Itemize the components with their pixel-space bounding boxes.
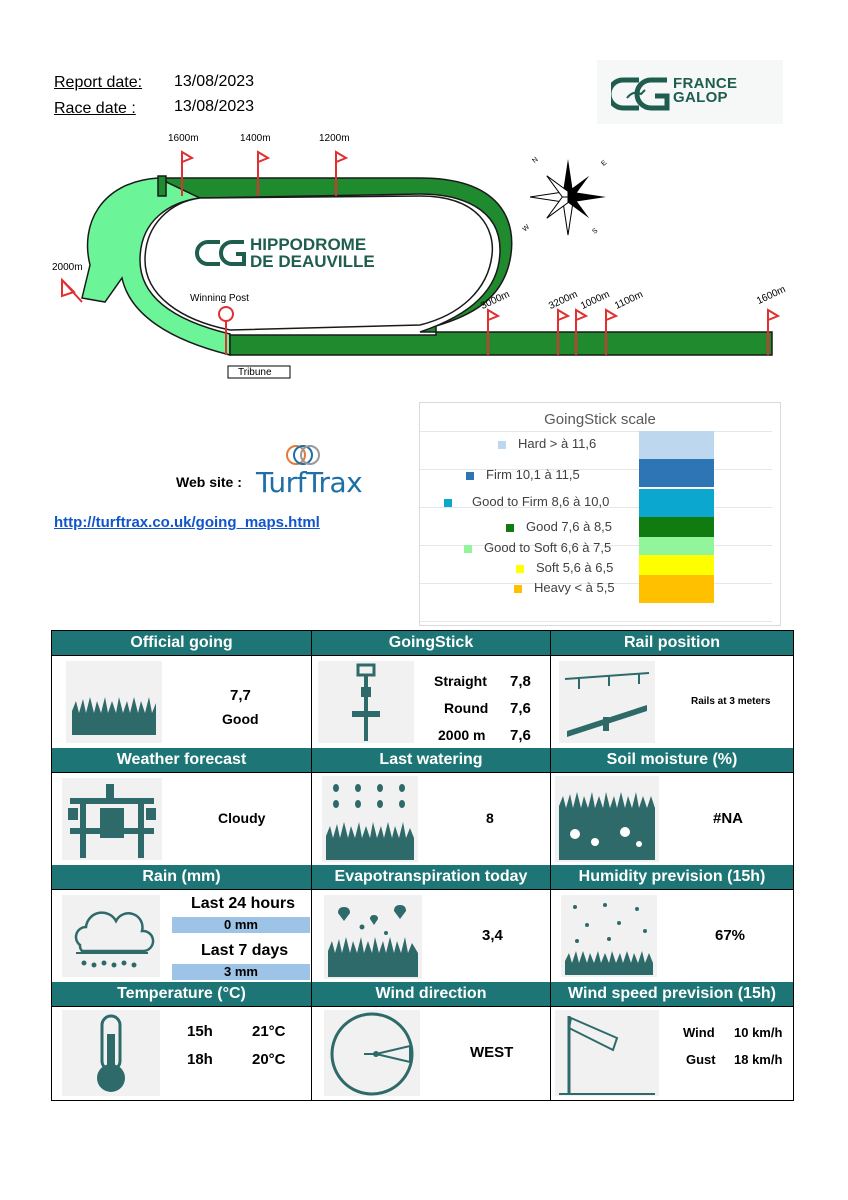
scale-label-0: Hard > à 11,6 bbox=[518, 436, 597, 451]
compass-n: N bbox=[531, 156, 540, 165]
scale-bar-2 bbox=[639, 489, 714, 519]
soil-moisture-value: #NA bbox=[713, 810, 744, 827]
scale-label-6: Heavy < à 5,5 bbox=[534, 580, 615, 595]
goingstick-value-straight: 7,8 bbox=[510, 673, 531, 690]
windsock-icon bbox=[555, 1010, 659, 1096]
cell-wind-speed bbox=[551, 982, 793, 1100]
rain-last7-label: Last 7 days bbox=[201, 942, 289, 959]
compass-w: W bbox=[521, 223, 532, 234]
temperature-header: Temperature (°C) bbox=[52, 982, 311, 1007]
turftrax-logo: TurfTrax bbox=[256, 466, 363, 499]
temperature-value-15h: 21°C bbox=[252, 1023, 286, 1040]
scale-swatch-4 bbox=[464, 545, 472, 553]
scale-label-4: Good to Soft 6,6 à 7,5 bbox=[484, 540, 612, 555]
wind-label: Wind bbox=[683, 1025, 715, 1040]
weather-station-icon bbox=[62, 778, 162, 860]
scale-bar-0 bbox=[639, 431, 714, 459]
temperature-time-18h: 18h bbox=[187, 1051, 213, 1068]
cell-wind-direction bbox=[312, 982, 551, 1100]
scale-bar-1 bbox=[639, 459, 714, 487]
watering-value: 8 bbox=[486, 810, 494, 826]
marker-label-3000m: 3000m bbox=[479, 289, 512, 312]
goingstick-value-2000m: 7,6 bbox=[510, 727, 531, 744]
going-report-grid bbox=[51, 630, 794, 1101]
wind-value: 10 km/h bbox=[734, 1025, 783, 1040]
compass-icon bbox=[526, 155, 611, 240]
scale-swatch-6 bbox=[514, 585, 522, 593]
compass-e: E bbox=[600, 159, 609, 168]
rail-position-header: Rail position bbox=[551, 631, 793, 656]
scale-bar-4 bbox=[639, 537, 714, 555]
watering-icon bbox=[322, 776, 418, 862]
marker-label-2000m: 2000m bbox=[52, 262, 83, 273]
scale-swatch-5 bbox=[516, 565, 524, 573]
scale-label-2: Good to Firm 8,6 à 10,0 bbox=[472, 494, 610, 509]
marker-label-1200m: 1200m bbox=[319, 133, 350, 144]
cell-rain bbox=[52, 865, 312, 982]
soil-moisture-icon bbox=[555, 776, 659, 862]
goingstick-label-2000m: 2000 m bbox=[438, 727, 486, 743]
cell-soil-moisture bbox=[551, 748, 793, 865]
winning-post-icon bbox=[219, 307, 233, 321]
cell-watering bbox=[312, 748, 551, 865]
web-site-label: Web site : bbox=[176, 474, 242, 490]
humidity-icon bbox=[561, 895, 657, 977]
goingstick-header: GoingStick bbox=[312, 631, 550, 656]
race-date-label: Race date : bbox=[54, 100, 136, 117]
scale-swatch-1 bbox=[466, 472, 474, 480]
cell-temperature bbox=[52, 982, 312, 1100]
weather-header: Weather forecast bbox=[52, 748, 311, 773]
humidity-value: 67% bbox=[715, 927, 746, 944]
rain-last24-label: Last 24 hours bbox=[191, 895, 296, 912]
race-date: 13/08/2023 bbox=[174, 98, 255, 115]
evapotranspiration-icon bbox=[324, 895, 422, 979]
rain-header: Rain (mm) bbox=[52, 865, 311, 890]
cell-rail-position bbox=[551, 631, 793, 748]
cell-official-going bbox=[52, 631, 312, 748]
evapotranspiration-value: 3,4 bbox=[482, 927, 503, 944]
official-going-header: Official going bbox=[52, 631, 311, 656]
goingstick-label-straight: Straight bbox=[434, 673, 487, 689]
marker-label-1000m: 1000m bbox=[579, 289, 612, 312]
turftrax-link[interactable]: http://turftrax.co.uk/going_maps.html bbox=[54, 514, 320, 531]
scale-title: GoingStick scale bbox=[544, 411, 656, 428]
thermometer-icon bbox=[62, 1010, 160, 1096]
wind-direction-value: WEST bbox=[470, 1044, 514, 1061]
report-date: 13/08/2023 bbox=[174, 73, 255, 90]
france-galop-wordmark bbox=[673, 77, 737, 105]
marker-label-1400m: 1400m bbox=[240, 133, 271, 144]
scale-swatch-2 bbox=[444, 499, 452, 507]
scale-label-1: Firm 10,1 à 11,5 bbox=[486, 467, 580, 482]
official-going-desc: Good bbox=[222, 711, 259, 727]
rain-cloud-icon bbox=[62, 895, 160, 977]
scale-swatch-3 bbox=[506, 524, 514, 532]
marker-label-1600m: 1600m bbox=[168, 133, 199, 144]
scale-bar-6 bbox=[639, 575, 714, 603]
hippodrome-line1: HIPPODROME bbox=[250, 235, 367, 254]
wind-direction-header: Wind direction bbox=[312, 982, 550, 1007]
evapotranspiration-header: Evapotranspiration today bbox=[312, 865, 550, 890]
marker-flag-2000m bbox=[62, 280, 82, 302]
goingstick-value-round: 7,6 bbox=[510, 700, 531, 717]
watering-header: Last watering bbox=[312, 748, 550, 773]
turftrax-emblem-icon bbox=[284, 444, 322, 466]
scale-bar-5 bbox=[639, 555, 714, 575]
tribune-label: Tribune bbox=[238, 367, 272, 378]
goingstick-tool-icon bbox=[318, 661, 414, 743]
track-map bbox=[40, 130, 820, 390]
france-galop-line1: FRANCE bbox=[673, 75, 738, 92]
wind-speed-header: Wind speed prevision (15h) bbox=[551, 982, 793, 1007]
cell-humidity bbox=[551, 865, 793, 982]
marker-label-1100m: 1100m bbox=[613, 289, 645, 312]
temperature-time-15h: 15h bbox=[187, 1023, 213, 1040]
goingstick-label-round: Round bbox=[444, 700, 489, 716]
scale-label-3: Good 7,6 à 8,5 bbox=[526, 519, 613, 534]
goingstick-scale bbox=[419, 402, 781, 626]
compass-s: S bbox=[591, 227, 600, 236]
rail-icon bbox=[559, 661, 655, 743]
temperature-value-18h: 20°C bbox=[252, 1051, 286, 1068]
humidity-header: Humidity prevision (15h) bbox=[551, 865, 793, 890]
winning-post-label: Winning Post bbox=[190, 293, 249, 304]
soil-moisture-header: Soil moisture (%) bbox=[551, 748, 793, 773]
scale-swatch-0 bbox=[498, 441, 506, 449]
france-galop-line2: GALOP bbox=[673, 89, 728, 106]
rail-position-value: Rails at 3 meters bbox=[691, 696, 771, 707]
wind-direction-icon bbox=[324, 1010, 420, 1096]
rain-last7-value: 3 mm bbox=[172, 964, 310, 980]
cell-evapotranspiration bbox=[312, 865, 551, 982]
report-date-label: Report date: bbox=[54, 74, 143, 91]
cell-weather bbox=[52, 748, 312, 865]
gust-label: Gust bbox=[686, 1052, 716, 1067]
hippodrome-wordmark bbox=[250, 236, 375, 270]
marker-label-1600m-straight: 1600m bbox=[755, 284, 788, 307]
rain-last24-value: 0 mm bbox=[172, 917, 310, 933]
france-galop-emblem-icon bbox=[611, 76, 671, 116]
hippodrome-line2: DE DEAUVILLE bbox=[250, 252, 375, 271]
marker-label-3200m: 3200m bbox=[547, 289, 580, 312]
scale-label-5: Soft 5,6 à 6,5 bbox=[536, 560, 614, 575]
gust-value: 18 km/h bbox=[734, 1052, 783, 1067]
grass-icon bbox=[66, 661, 162, 743]
official-going-value: 7,7 bbox=[230, 687, 251, 704]
cell-goingstick bbox=[312, 631, 551, 748]
weather-value: Cloudy bbox=[218, 810, 266, 826]
scale-bar-3 bbox=[639, 517, 714, 537]
